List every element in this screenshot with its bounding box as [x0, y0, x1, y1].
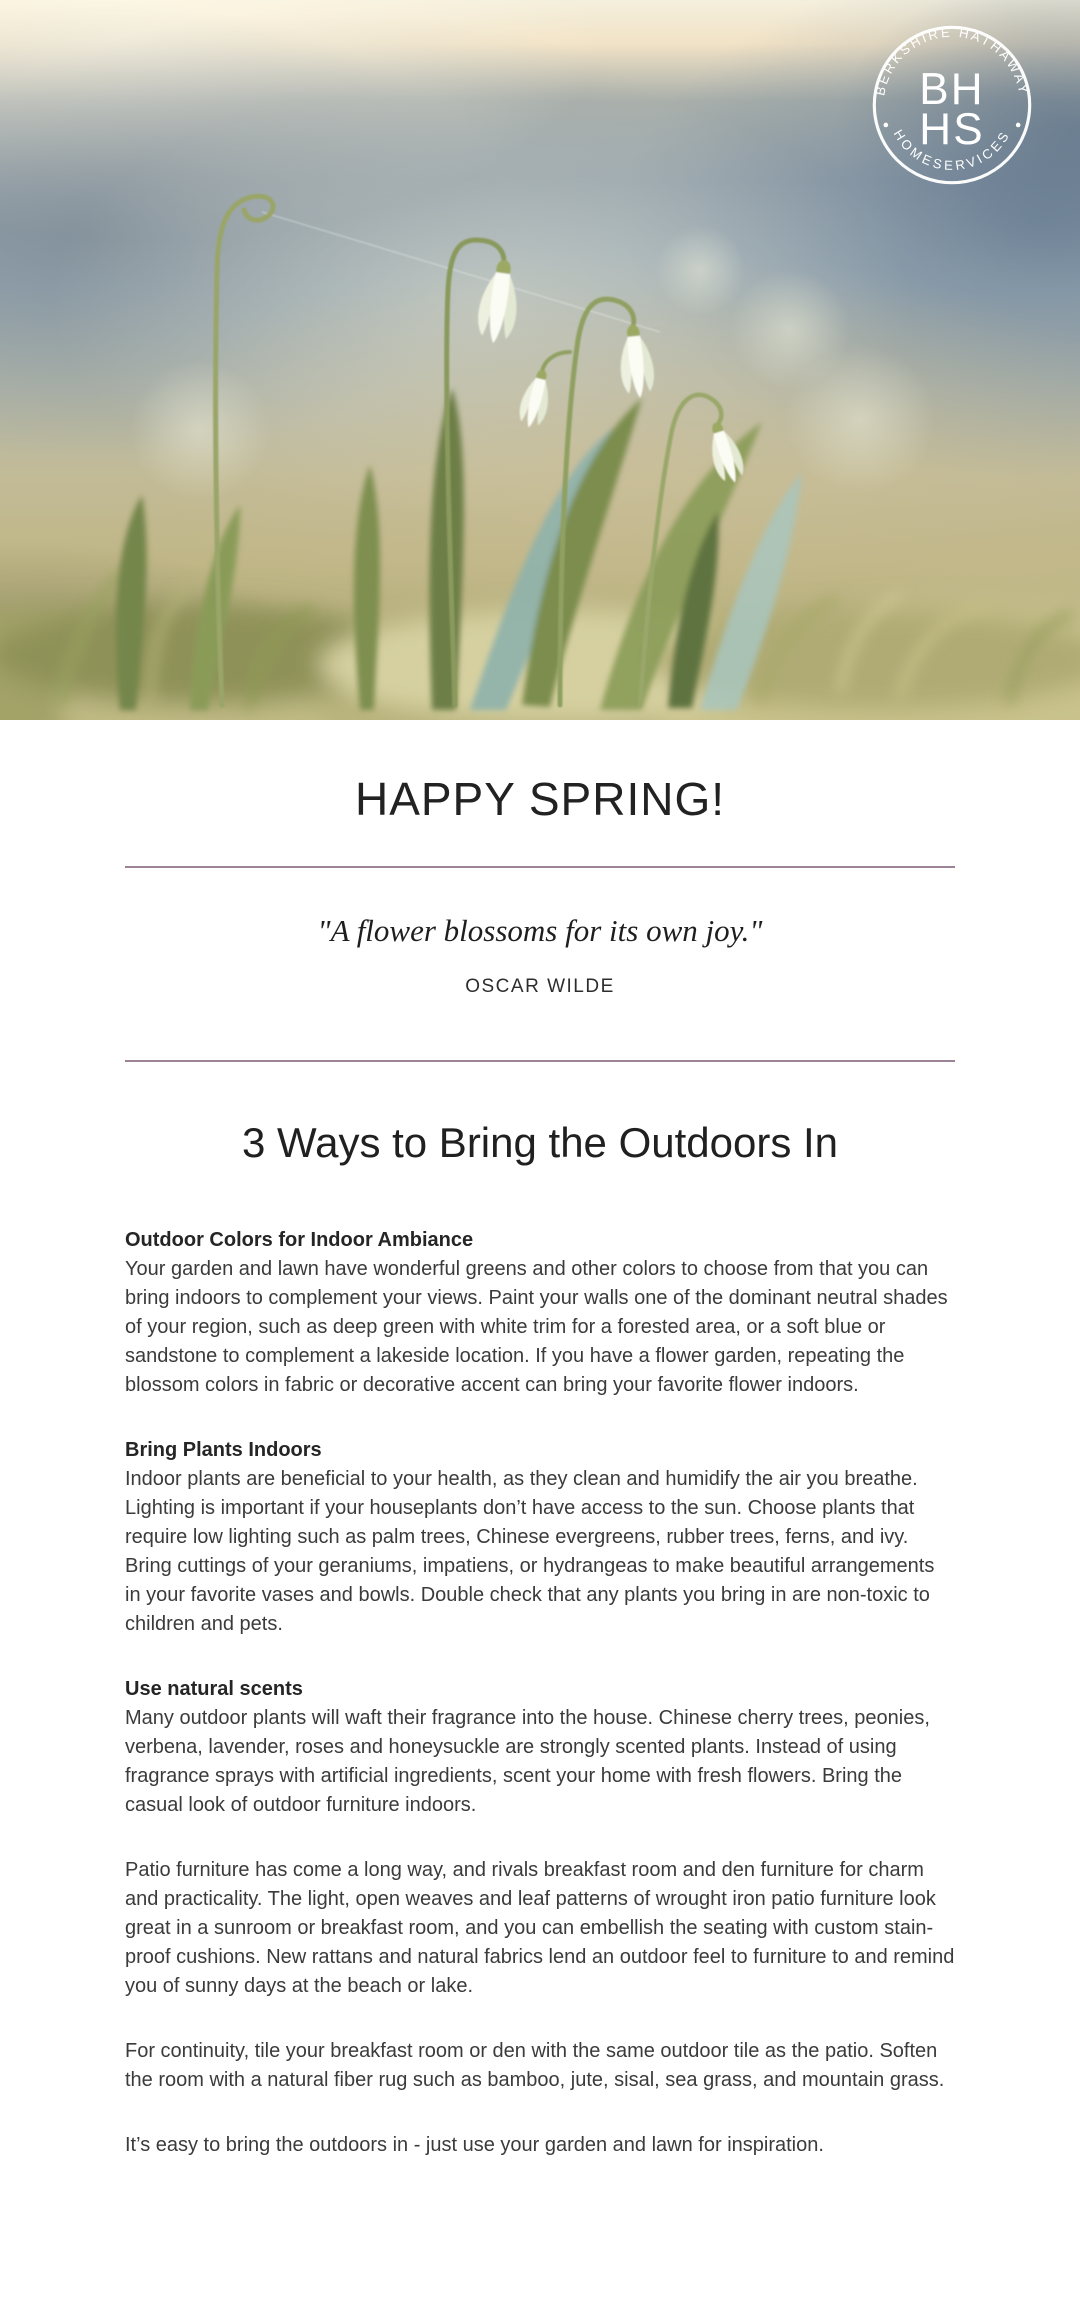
closing-paragraph: It’s easy to bring the outdoors in - just use your garden and lawn for inspiration. [125, 2134, 824, 2157]
section-heading: Use natural scents [125, 1678, 303, 1701]
logo-monogram-hs: HS [919, 104, 985, 154]
logo-monogram-bh: BH [919, 64, 985, 114]
article-title: 3 Ways to Bring the Outdoors In [241, 1118, 839, 1166]
page-title: HAPPY SPRING! [354, 773, 726, 825]
hero-image [0, 0, 1080, 720]
brand-logo[interactable] [847, 0, 1057, 210]
divider-top [125, 866, 955, 868]
quote-text: "A flower blossoms for its own joy." [317, 913, 763, 948]
section-natural-scents [125, 1675, 955, 1820]
section-paragraph: Indoor plants are beneficial to your health, as they clean and humidify the air you breathe. Lighting is important if your houseplants don’t have access to the sun. Choose plants that require low lighting such as palm trees, Chinese evergreens, rubber trees, ferns, and ivy. Bring cuttings of your geraniums, impatiens, or hydrangeas to make beautiful arrangements in your favorite vases and bowls. Double check that any plants you bring in are non-toxic to children and pets. [125, 1468, 935, 1636]
logo-arc-bottom: HOMESERVICES [890, 126, 1014, 174]
logo-dot-right [1016, 123, 1021, 128]
section-paragraph: Many outdoor plants will waft their fragrance into the house. Chinese cherry trees, peonies, verbena, lavender, roses and honeysuckle are strongly scented plants. Instead of using fragrance sprays with artificial ingredients, scent your home with fresh flowers. Bring the casual look of outdoor furniture indoors. [125, 1707, 930, 1817]
section-heading: Outdoor Colors for Indoor Ambiance [125, 1229, 474, 1252]
newsletter-body [125, 773, 955, 2160]
logo-dot-left [884, 123, 889, 128]
section-outdoor-colors [125, 1226, 955, 1400]
divider-bottom [125, 1060, 955, 1062]
section-bring-plants [125, 1436, 955, 1639]
logo-arc-top: BERKSHIRE HATHAWAY [872, 24, 1032, 97]
section-paragraph: Your garden and lawn have wonderful greens and other colors to choose from that you can bring indoors to complement your views. Paint your walls one of the dominant neutral shades of your region, such as deep green with white trim for a forested area, or a soft blue or sandstone to complement a lakeside location. If you have a flower garden, repeating the blossom colors in fabric or decorative accent can bring your favorite flower indoors. [125, 1258, 948, 1397]
section-heading: Bring Plants Indoors [125, 1439, 322, 1462]
article-copy [125, 1226, 955, 2160]
quote-attribution: OSCAR WILDE [465, 975, 615, 997]
closing-paragraph: For continuity, tile your breakfast room or den with the same outdoor tile as the patio. Soften the room with a natural fiber rug such as bamboo, jute, sisal, sea grass, and mountain grass. [125, 2040, 945, 2092]
closing-paragraph: Patio furniture has come a long way, and rivals breakfast room and den furniture for charm and practicality. The light, open weaves and leaf patterns of wrought iron patio furniture look great in a sunroom or breakfast room, and you can embellish the seating with custom stain-proof cushions. New rattans and natural fabrics lend an outdoor feel to furniture to and remind you of sunny days at the beach or lake. [125, 1859, 955, 1998]
